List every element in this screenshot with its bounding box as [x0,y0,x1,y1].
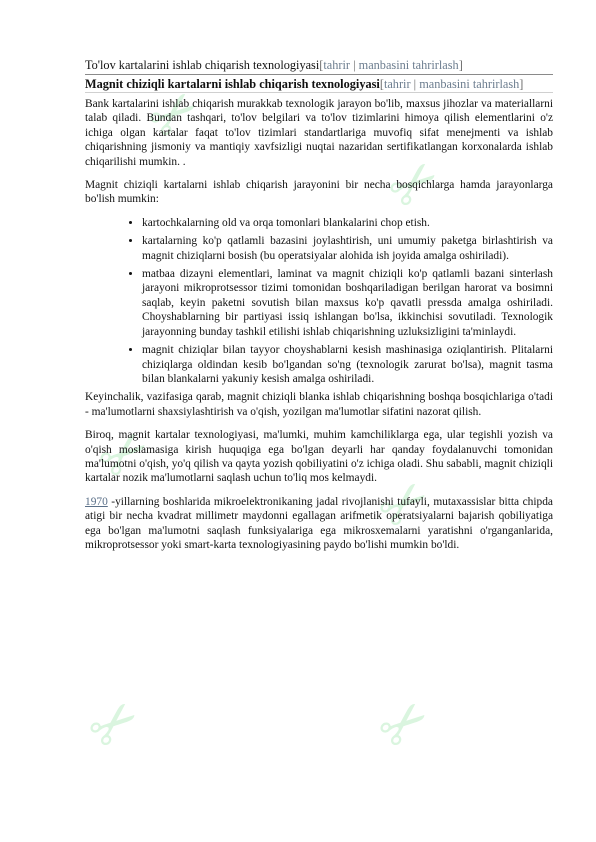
year-link[interactable]: 1970 [85,495,108,508]
watermark: ✂ [73,682,155,766]
paragraph: Bank kartalarini ishlab chiqarish murakkab texnologik jarayon bo'lib, maxsus jihozlar va materiallarni talab qiladi. Bundan tashqari, to'lov belgilari va to'lov tizimlarini himoya qilish elementlarini o'z ichiga olgan kartalar faqat to'lov tizimlari standartlariga muvofiq sifat menejmenti va ishlab chiqarishning jismoniy va mantiqiy xavfsizligi nuqtai nazaridan sertifikatlangan korxonalarda ishlab chiqarilishi mumkin. . [85,98,553,168]
edit-link[interactable]: tahrir [383,77,411,91]
article-content [85,58,553,561]
list-item: • kartochkalarning old va orqa tomonlari blankalarini chop etish. [142,216,553,230]
watermark: ✂ [363,682,445,766]
watermark: ✂ [363,462,445,546]
edit-link[interactable]: tahrir [323,58,351,72]
process-steps-list [85,216,553,386]
edit-source-link[interactable]: manbasini tahrirlash [358,58,459,72]
section-heading [85,58,553,75]
edit-source-link[interactable]: manbasini tahrirlash [419,77,520,91]
paragraph: Keyinchalik, vazifasiga qarab, magnit chiziqli blanka ishlab chiqarishning boshqa bosqichlariga o'tadi - ma'lumotlarni shaxsiylashtirish va o'qish, yozilgan ma'lumotlar sifatini nazorat qilish. [85,391,553,418]
section-heading-text: To'lov kartalarini ishlab chiqarish texnologiyasi [85,58,320,72]
paragraph: Magnit chiziqli kartalarni ishlab chiqarish jarayonini bir necha bosqichlarga hamda jarayonlarga bo'lish mumkin: [85,179,553,206]
list-item: • magnit chiziqlar bilan tayyor choyshablarni kesish mashinasiga oziqlantirish. Plitalarni chiziqlarga oldindan kesib bo'lgandan so'ng (texnologik zarurat bo'lsa), magnit tasma bilan blankalarni yakuniy kesish amalga oshiriladi. [142,343,553,386]
edit-links: [tahrir | manbasini tahrirlash] [379,77,524,91]
watermark: ✂ [373,142,455,226]
watermark: ✂ [133,72,215,156]
subsection-heading [85,77,553,93]
list-item: • matbaa dizayni elementlari, laminat va magnit chiziqli ko'p qatlamli bazani sinterlash jarayoni mikroprotsessor tizimi tomonidan boshqariladigan berilgan harorat va bosimni saqlab, keyin paketni sovutish bilan maxsus ko'p qavatli pressda amalga oshiriladi. Choyshablarning bir partiyasi issiq ishlangan bo'lsa, ikkinchisi sovutiladi. Texnologik jarayonning bunday tashkil etilishi ishlab chiqarishning uzluksizligini ta'minlaydi. [142,267,553,339]
subsection-heading-text: Magnit chiziqli kartalarni ishlab chiqarish texnologiyasi [85,77,380,91]
edit-links: [tahrir | manbasini tahrirlash] [319,58,463,72]
watermark: ✂ [83,412,165,496]
paragraph [85,495,553,553]
paragraph-text: -yillarning boshlarida mikroelektronikaning jadal rivojlanishi tufayli, mutaxassislar bitta chipda atigi bir necha kvadrat millimetr maydonni egallagan arifmetik operatsiyalarni bajarish qobiliyatiga ega bo'lgan ma'lumotni saqlash funksiyalariga ega mikrosxemalarni yaratishni o'rganganlarida, mikroprotsessor yoki smart-karta texnologiyasining paydo bo'lishi mumkin bo'ldi. [85,495,553,551]
list-item: • kartalarning ko'p qatlamli bazasini joylashtirish, uni umumiy paketga birlashtirish va magnit chiziqlarni bosish (bu operatsiyalar alohida ish joyida amalga oshiriladi). [142,234,553,263]
paragraph: Biroq, magnit kartalar texnologiyasi, ma'lumki, muhim kamchiliklarga ega, ular tegishli yozish va o'qish moslamasiga kirish huquqiga ega bo'lgan deyarli har qanday foydalanuvchi tomonidan ma'lumotni o'qish, yo'q qilish va qayta yozish qobiliyatini o'z ichiga oladi. Shu sababli, magnit chiziqli kartalar nozik ma'lumotlarni saqlash uchun to'liq mos kelmaydi. [85,429,553,485]
